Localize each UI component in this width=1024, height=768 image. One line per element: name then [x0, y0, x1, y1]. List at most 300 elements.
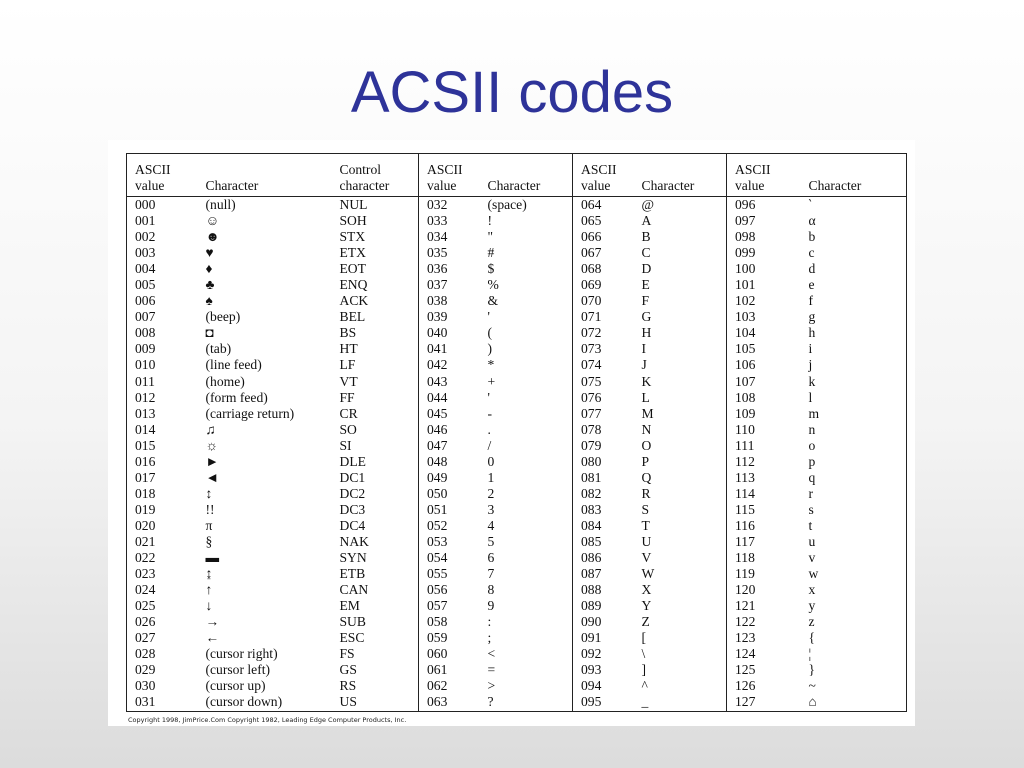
character-1-cell: π [205, 517, 213, 533]
ascii-value-3-cell: 092 [573, 646, 634, 662]
control-character-cell: SYN [339, 550, 367, 566]
character-3-cell: T [641, 517, 650, 533]
ascii-value-3-cell: 088 [573, 582, 634, 598]
ascii-value-4-cell: 127 [727, 694, 801, 711]
ascii-value-4-cell: 113 [727, 470, 801, 486]
table-row [127, 518, 907, 534]
ascii-value-2-cell: 049 [419, 470, 480, 486]
control-character-cell: NUL [339, 197, 368, 213]
control-character-cell: DC4 [339, 517, 366, 533]
table-row [127, 598, 907, 614]
ascii-value-2-cell: 036 [419, 261, 480, 277]
character-1-cell: ◘ [205, 325, 214, 341]
table-body [127, 197, 907, 712]
ascii-value-1-cell: 016 [135, 453, 156, 469]
table-row [127, 486, 907, 502]
table-row [127, 261, 907, 277]
character-2-cell: 5 [487, 534, 495, 549]
ascii-value-4-cell: 096 [727, 197, 801, 214]
ascii-value-3-cell: 077 [573, 406, 634, 422]
ascii-value-3-cell: 091 [573, 630, 634, 646]
character-4-cell: g [808, 309, 816, 325]
character-3-cell: J [641, 357, 647, 373]
ascii-value-4-cell: 124 [727, 646, 801, 662]
ascii-value-3-cell: 094 [573, 678, 634, 694]
table-row [127, 582, 907, 598]
ascii-value-1-cell: 027 [135, 630, 156, 646]
ascii-value-3-cell: 081 [573, 470, 634, 486]
ascii-value-2-cell: 032 [419, 197, 480, 214]
table-row [127, 678, 907, 694]
character-1-cell: ♥ [205, 245, 214, 261]
character-3-cell: O [641, 437, 652, 453]
header-ascii-value-1: ASCII value [127, 154, 198, 197]
character-1-cell: (form feed) [205, 389, 268, 405]
character-4-cell: z [808, 614, 815, 630]
character-3-cell: B [641, 229, 651, 245]
table-row [127, 293, 907, 309]
character-1-cell: ☻ [205, 229, 220, 245]
character-2-cell: + [487, 373, 496, 389]
ascii-value-2-cell: 048 [419, 454, 480, 470]
ascii-value-4-cell: 099 [727, 245, 801, 261]
character-2-cell: 2 [487, 485, 495, 501]
ascii-value-2-cell: 059 [419, 630, 480, 646]
character-3-cell: \ [641, 646, 646, 662]
character-2-cell: ; [487, 630, 492, 646]
character-2-cell: 1 [487, 469, 495, 485]
ascii-value-4-cell: 118 [727, 550, 801, 566]
ascii-value-3-cell: 087 [573, 566, 634, 582]
table-row [127, 502, 907, 518]
header-ascii-value-2: ASCII value [419, 154, 480, 197]
character-3-cell: S [641, 501, 650, 517]
character-2-cell: 4 [487, 517, 495, 533]
ascii-value-4-cell: 117 [727, 534, 801, 550]
character-1-cell: ► [205, 453, 219, 469]
character-1-cell: ← [205, 630, 220, 646]
character-3-cell: ^ [641, 678, 648, 694]
ascii-value-1-cell: 011 [135, 373, 155, 389]
character-3-cell: D [641, 261, 652, 277]
ascii-value-2-cell: 039 [419, 309, 480, 325]
character-2-cell: . [487, 421, 491, 437]
character-2-cell: (space) [487, 197, 527, 213]
control-character-cell: ENQ [339, 277, 368, 293]
ascii-value-2-cell: 045 [419, 406, 480, 422]
character-2-cell: - [487, 405, 493, 421]
ascii-value-1-cell: 005 [135, 277, 156, 293]
character-2-cell: 9 [487, 598, 495, 614]
ascii-value-1-cell: 006 [135, 293, 156, 309]
ascii-value-3-cell: 083 [573, 502, 634, 518]
character-2-cell: ( [487, 325, 493, 341]
ascii-value-1-cell: 003 [135, 245, 156, 261]
ascii-value-2-cell: 053 [419, 534, 480, 550]
ascii-value-3-cell: 090 [573, 614, 634, 630]
ascii-value-2-cell: 057 [419, 598, 480, 614]
ascii-value-1-cell: 024 [135, 582, 156, 598]
table-row [127, 213, 907, 229]
character-1-cell: (null) [205, 197, 236, 213]
ascii-value-4-cell: 100 [727, 261, 801, 277]
character-4-cell: m [808, 405, 820, 421]
control-character-cell: DLE [339, 453, 366, 469]
ascii-value-2-cell: 041 [419, 341, 480, 357]
character-4-cell: s [808, 501, 814, 517]
ascii-value-4-cell: 098 [727, 229, 801, 245]
character-1-cell: (tab) [205, 341, 232, 357]
control-character-cell: ETX [339, 245, 366, 261]
ascii-value-2-cell: 050 [419, 486, 480, 502]
character-2-cell: 8 [487, 582, 495, 598]
ascii-value-3-cell: 079 [573, 438, 634, 454]
ascii-value-4-cell: 103 [727, 309, 801, 325]
ascii-value-2-cell: 060 [419, 646, 480, 662]
control-character-cell: ESC [339, 630, 365, 646]
character-1-cell: ◄ [205, 469, 219, 485]
character-3-cell: M [641, 405, 654, 421]
character-3-cell: E [641, 277, 650, 293]
ascii-value-2-cell: 043 [419, 374, 480, 390]
ascii-value-3-cell: 068 [573, 261, 634, 277]
ascii-value-4-cell: 125 [727, 662, 801, 678]
table-row [127, 454, 907, 470]
ascii-value-1-cell: 012 [135, 389, 156, 405]
table-row [127, 229, 907, 245]
control-character-cell: HT [339, 341, 358, 357]
character-2-cell: * [487, 357, 495, 373]
ascii-value-1-cell: 030 [135, 678, 156, 694]
ascii-value-4-cell: 123 [727, 630, 801, 646]
ascii-value-4-cell: 126 [727, 678, 801, 694]
control-character-cell: CAN [339, 582, 369, 598]
ascii-value-3-cell: 080 [573, 454, 634, 470]
ascii-value-1-cell: 028 [135, 646, 156, 662]
table-row [127, 438, 907, 454]
ascii-value-2-cell: 054 [419, 550, 480, 566]
character-4-cell: x [808, 582, 816, 598]
character-4-cell: u [808, 534, 816, 549]
character-4-cell: α [808, 213, 816, 229]
ascii-value-1-cell: 000 [135, 197, 156, 213]
character-1-cell: ♫ [205, 421, 216, 437]
table-row [127, 341, 907, 357]
ascii-value-1-cell: 004 [135, 261, 156, 277]
control-character-cell: CR [339, 405, 358, 421]
ascii-value-2-cell: 033 [419, 213, 480, 229]
ascii-value-3-cell: 078 [573, 422, 634, 438]
ascii-value-2-cell: 042 [419, 357, 480, 373]
character-3-cell: A [641, 213, 652, 229]
character-2-cell: ! [487, 213, 493, 229]
ascii-value-2-cell: 038 [419, 293, 480, 309]
character-1-cell: ↨ [205, 566, 213, 582]
character-4-cell: e [808, 277, 815, 293]
character-4-cell: d [808, 261, 816, 277]
control-character-cell: SOH [339, 213, 367, 229]
table-row [127, 630, 907, 646]
ascii-value-4-cell: 114 [727, 486, 801, 502]
ascii-value-3-cell: 070 [573, 293, 634, 309]
header-character-3: Character [634, 154, 727, 197]
character-3-cell: _ [634, 694, 727, 711]
ascii-value-4-cell: 111 [727, 438, 801, 454]
ascii-value-3-cell: 071 [573, 309, 634, 325]
character-3-cell: X [641, 582, 652, 598]
ascii-value-4-cell: 115 [727, 502, 801, 518]
character-4-cell: t [808, 517, 813, 533]
character-1-cell: ☼ [205, 437, 218, 453]
ascii-value-4-cell: 105 [727, 341, 801, 357]
ascii-value-3-cell: 086 [573, 550, 634, 566]
character-1-cell: (line feed) [205, 357, 262, 373]
table-row [127, 245, 907, 261]
control-character-cell: SI [339, 437, 352, 453]
ascii-value-1-cell: 009 [135, 341, 156, 357]
character-4-cell: f [808, 293, 814, 309]
table-row [127, 357, 907, 373]
character-4-cell: l [808, 389, 813, 405]
character-3-cell: @ [641, 197, 655, 213]
table-row [127, 374, 907, 390]
control-character-cell: BEL [339, 309, 366, 325]
table-row [127, 325, 907, 341]
character-1-cell: (cursor down) [198, 694, 332, 711]
table-row [127, 662, 907, 678]
character-4-cell: w [808, 566, 819, 582]
character-1-cell: ↑ [205, 582, 213, 598]
ascii-value-2-cell: 063 [419, 694, 480, 711]
ascii-value-3-cell: 089 [573, 598, 634, 614]
ascii-value-2-cell: 034 [419, 229, 480, 245]
ascii-value-1-cell: 022 [135, 550, 156, 566]
character-4-cell: } [808, 662, 816, 678]
ascii-value-3-cell: 084 [573, 518, 634, 534]
ascii-value-3-cell: 093 [573, 662, 634, 678]
character-4-cell: { [808, 630, 816, 646]
character-3-cell: L [641, 389, 650, 405]
ascii-value-4-cell: 119 [727, 566, 801, 582]
character-1-cell: (cursor up) [205, 678, 266, 694]
character-3-cell: F [641, 293, 650, 309]
table-row [127, 406, 907, 422]
ascii-value-3-cell: 067 [573, 245, 634, 261]
character-3-cell: Z [641, 614, 650, 630]
ascii-value-2-cell: 062 [419, 678, 480, 694]
character-1-cell: (beep) [205, 309, 241, 325]
character-3-cell: U [641, 534, 652, 549]
character-3-cell: V [641, 550, 652, 566]
ascii-value-2-cell: 047 [419, 438, 480, 454]
control-character-cell: FS [339, 646, 355, 662]
ascii-value-4-cell: 102 [727, 293, 801, 309]
control-character-cell: DC1 [339, 469, 366, 485]
character-4-cell: i [808, 341, 813, 357]
character-1-cell: ▬ [205, 550, 220, 566]
ascii-value-3-cell: 074 [573, 357, 634, 373]
ascii-value-1-cell: 001 [135, 213, 156, 229]
ascii-value-3-cell: 072 [573, 325, 634, 341]
control-character-cell: ETB [339, 566, 366, 582]
ascii-value-2-cell: 046 [419, 422, 480, 438]
table-row [127, 309, 907, 325]
table-row [127, 422, 907, 438]
ascii-value-3-cell: 082 [573, 486, 634, 502]
ascii-value-1-cell: 008 [135, 325, 156, 341]
character-4-cell: ¦ [808, 646, 812, 662]
ascii-value-1-cell: 023 [135, 566, 156, 582]
ascii-value-2-cell: 035 [419, 245, 480, 261]
character-4-cell: n [808, 421, 816, 437]
slide-title: ACSII codes [350, 60, 674, 125]
character-4-cell: c [808, 245, 815, 261]
character-1-cell: !! [205, 501, 215, 517]
control-character-cell: LF [339, 357, 356, 373]
character-2-cell: 6 [487, 550, 495, 566]
header-row [127, 154, 907, 197]
ascii-value-3-cell: 073 [573, 341, 634, 357]
character-4-cell: k [808, 373, 816, 389]
character-4-cell: r [808, 485, 814, 501]
character-4-cell: b [808, 229, 816, 245]
character-4-cell: ‵ [808, 197, 812, 213]
table-row [127, 197, 907, 214]
control-character-cell: RS [339, 678, 357, 694]
control-character-cell: SUB [339, 614, 366, 630]
ascii-value-2-cell: 044 [419, 390, 480, 406]
character-3-cell: K [641, 373, 652, 389]
character-1-cell: ☺ [205, 213, 220, 229]
character-2-cell: = [487, 662, 496, 678]
ascii-value-4-cell: 120 [727, 582, 801, 598]
character-4-cell: p [808, 453, 816, 469]
control-character-cell: GS [339, 662, 357, 678]
ascii-value-4-cell: 108 [727, 390, 801, 406]
ascii-table [126, 153, 907, 712]
control-character-cell: ACK [339, 293, 369, 309]
character-3-cell: N [641, 421, 652, 437]
control-character-cell: EOT [339, 261, 366, 277]
character-1-cell: ↓ [205, 598, 213, 614]
ascii-value-4-cell: 107 [727, 374, 801, 390]
character-3-cell: Y [641, 598, 652, 614]
table-row [127, 694, 907, 711]
character-2-cell: < [487, 646, 496, 662]
ascii-value-1-cell: 002 [135, 229, 156, 245]
ascii-value-2-cell: 058 [419, 614, 480, 630]
ascii-value-1-cell: 020 [135, 517, 156, 533]
character-1-cell: (cursor right) [205, 646, 278, 662]
character-2-cell: ) [487, 341, 493, 357]
ascii-value-3-cell: 095 [573, 694, 634, 711]
ascii-value-4-cell: 106 [727, 357, 801, 373]
control-character-cell: VT [339, 373, 358, 389]
character-4-cell: ⌂ [801, 694, 907, 711]
header-character-2: Character [480, 154, 573, 197]
ascii-value-3-cell: 085 [573, 534, 634, 550]
character-4-cell: h [808, 325, 816, 341]
ascii-value-3-cell: 066 [573, 229, 634, 245]
character-1-cell: ♣ [205, 277, 215, 293]
control-character-cell: SO [339, 421, 357, 437]
character-2-cell: ? [480, 694, 573, 711]
character-2-cell: % [487, 277, 499, 293]
control-character-cell: US [332, 694, 419, 711]
character-1-cell: ♠ [205, 293, 213, 309]
ascii-value-3-cell: 075 [573, 374, 634, 390]
ascii-value-1-cell: 017 [135, 469, 156, 485]
ascii-value-2-cell: 061 [419, 662, 480, 678]
ascii-value-2-cell: 056 [419, 582, 480, 598]
header-control-character: Control character [332, 154, 419, 197]
control-character-cell: DC2 [339, 485, 366, 501]
table-row [127, 566, 907, 582]
ascii-value-3-cell: 076 [573, 390, 634, 406]
character-3-cell: P [641, 453, 650, 469]
ascii-value-1-cell: 019 [135, 501, 156, 517]
character-4-cell: q [808, 469, 816, 485]
ascii-value-4-cell: 109 [727, 406, 801, 422]
ascii-value-1-cell: 018 [135, 485, 156, 501]
ascii-value-2-cell: 040 [419, 325, 480, 341]
ascii-value-2-cell: 051 [419, 502, 480, 518]
character-3-cell: R [641, 485, 651, 501]
table-row [127, 470, 907, 486]
ascii-table-figure [108, 140, 915, 726]
ascii-value-1-cell: 031 [127, 694, 198, 711]
character-1-cell: ↕ [205, 485, 213, 501]
ascii-value-1-cell: 010 [135, 357, 156, 373]
character-2-cell: # [487, 245, 495, 261]
ascii-value-1-cell: 007 [135, 309, 156, 325]
ascii-value-1-cell: 021 [135, 534, 156, 549]
control-character-cell: NAK [339, 534, 369, 549]
table-row [127, 277, 907, 293]
character-4-cell: o [808, 437, 816, 453]
table-row [127, 646, 907, 662]
character-2-cell: / [487, 437, 492, 453]
character-3-cell: I [641, 341, 647, 357]
character-2-cell: 3 [487, 501, 495, 517]
character-2-cell: ' [487, 389, 490, 405]
ascii-value-1-cell: 029 [135, 662, 156, 678]
character-1-cell: § [205, 534, 213, 549]
header-ascii-value-3: ASCII value [573, 154, 634, 197]
character-1-cell: ♦ [205, 261, 213, 277]
ascii-value-4-cell: 104 [727, 325, 801, 341]
character-4-cell: ~ [808, 678, 816, 694]
character-3-cell: ] [641, 662, 647, 678]
table-row [127, 534, 907, 550]
ascii-value-4-cell: 110 [727, 422, 801, 438]
ascii-value-2-cell: 052 [419, 518, 480, 534]
ascii-value-2-cell: 037 [419, 277, 480, 293]
character-4-cell: v [808, 550, 816, 566]
ascii-value-4-cell: 112 [727, 454, 801, 470]
ascii-value-1-cell: 026 [135, 614, 156, 630]
control-character-cell: BS [339, 325, 357, 341]
header-character-1: Character [198, 154, 332, 197]
table-row [127, 550, 907, 566]
ascii-value-4-cell: 101 [727, 277, 801, 293]
character-3-cell: [ [641, 630, 647, 646]
character-2-cell: > [487, 678, 496, 694]
ascii-value-4-cell: 121 [727, 598, 801, 614]
control-character-cell: EM [339, 598, 360, 614]
copyright-notice: Copyright 1998, JimPrice.Com Copyright 1982, Leading Edge Computer Products, Inc. [128, 716, 407, 724]
character-2-cell: : [487, 614, 492, 630]
